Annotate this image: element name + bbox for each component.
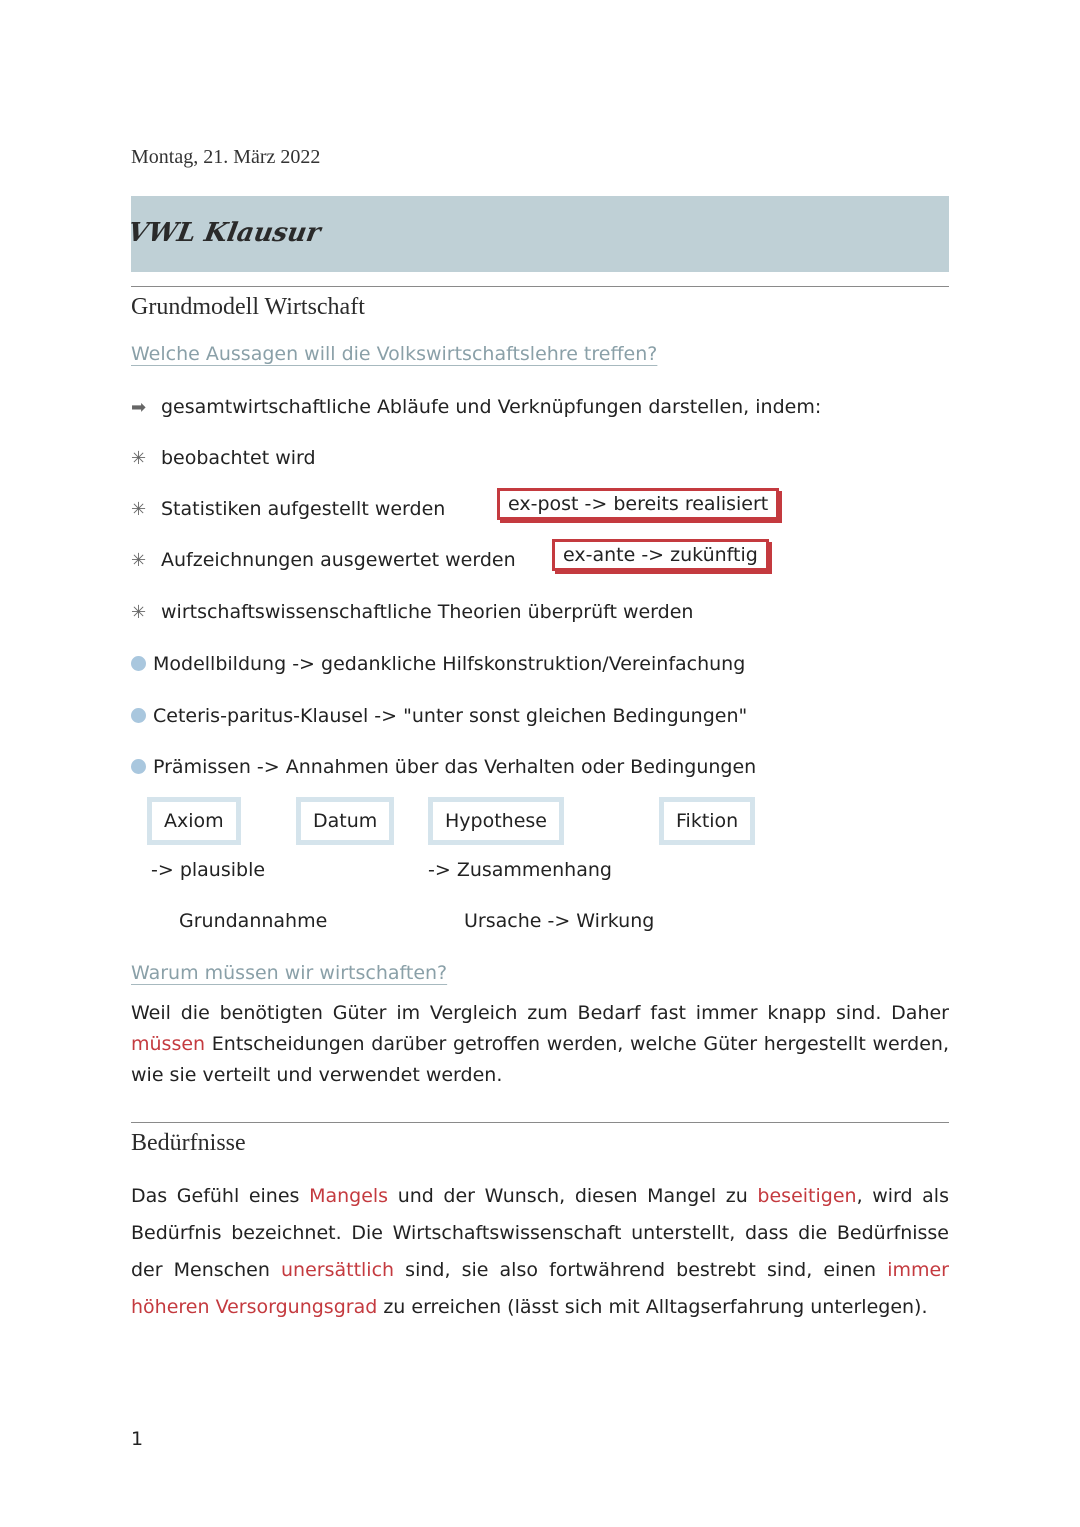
arrow-right-icon: ➡ bbox=[131, 397, 147, 418]
hypothese-note-2: Ursache -> Wirkung bbox=[464, 910, 655, 932]
para-highlight: Mangels bbox=[309, 1185, 389, 1207]
term-datum: Datum bbox=[296, 797, 394, 845]
list-item bbox=[131, 498, 445, 520]
answer-highlight: müssen bbox=[131, 1033, 206, 1055]
page-number: 1 bbox=[131, 1428, 144, 1450]
list-item bbox=[131, 447, 316, 469]
divider bbox=[131, 1122, 949, 1123]
asterisk-icon: ✳ bbox=[131, 499, 147, 520]
intro-line bbox=[131, 396, 821, 418]
section-title-grundmodell: Grundmodell Wirtschaft bbox=[131, 294, 365, 320]
term-fiktion: Fiktion bbox=[659, 797, 755, 845]
dot-item bbox=[131, 653, 745, 675]
section-title-beduerfnisse: Bedürfnisse bbox=[131, 1130, 246, 1156]
dot-text: Prämissen -> Annahmen über das Verhalten oder Bedingungen bbox=[153, 756, 757, 778]
para-highlight: unersättlich bbox=[281, 1259, 395, 1281]
question-heading: Welche Aussagen will die Volkswirtschaftslehre treffen? bbox=[131, 343, 658, 365]
list-item bbox=[131, 601, 693, 623]
blue-dot-icon bbox=[131, 656, 146, 671]
para-text: und der Wunsch, diesen Mangel zu bbox=[397, 1185, 748, 1207]
divider bbox=[131, 286, 949, 287]
para-highlight: immer höheren Versorgungsgrad bbox=[131, 1259, 949, 1318]
question-heading-2: Warum müssen wir wirtschaften? bbox=[131, 962, 448, 984]
dot-item bbox=[131, 705, 747, 727]
para-highlight: beseitigen bbox=[757, 1185, 857, 1207]
answer-text-2: Entscheidungen darüber getroffen werden, welche Güter hergestellt werden, wie sie verteilt und verwendet werden. bbox=[131, 1033, 949, 1086]
answer-text: Weil die benötigten Güter im Vergleich zum Bedarf fast immer knapp sind. Daher bbox=[131, 1002, 949, 1024]
para-text: zu erreichen (lässt sich mit Alltagserfahrung unterlegen). bbox=[383, 1296, 928, 1318]
item-text: Aufzeichnungen ausgewertet werden bbox=[161, 549, 516, 571]
list-item bbox=[131, 549, 516, 571]
axiom-note-2: Grundannahme bbox=[179, 910, 328, 932]
blue-dot-icon bbox=[131, 708, 146, 723]
beduerfnisse-paragraph bbox=[131, 1178, 949, 1326]
item-text: Statistiken aufgestellt werden bbox=[161, 498, 446, 520]
hypothese-note: -> Zusammenhang bbox=[428, 859, 612, 881]
page-title: VWL Klausur bbox=[125, 218, 323, 248]
para-text: , wird als Bedürfnis bezeichnet. Die Wirtschaftswissenschaft unterstellt, dass die Bedürfnisse der Menschen bbox=[131, 1185, 949, 1281]
item-text: beobachtet wird bbox=[161, 447, 316, 469]
dot-text: Modellbildung -> gedankliche Hilfskonstruktion/Vereinfachung bbox=[153, 653, 746, 675]
answer-paragraph bbox=[131, 998, 949, 1091]
date: Montag, 21. März 2022 bbox=[131, 146, 321, 168]
asterisk-icon: ✳ bbox=[131, 448, 147, 469]
para-text: Das Gefühl eines bbox=[131, 1185, 300, 1207]
dot-item bbox=[131, 756, 756, 778]
term-axiom: Axiom bbox=[147, 797, 241, 845]
intro-text: gesamtwirtschaftliche Abläufe und Verknüpfungen darstellen, indem: bbox=[161, 396, 822, 418]
ex-post-box: ex-post -> bereits realisiert bbox=[497, 488, 779, 520]
ex-ante-box: ex-ante -> zukünftig bbox=[552, 539, 769, 571]
term-hypothese: Hypothese bbox=[428, 797, 564, 845]
item-text: wirtschaftswissenschaftliche Theorien überprüft werden bbox=[161, 601, 694, 623]
dot-text: Ceteris-paritus-Klausel -> "unter sonst gleichen Bedingungen" bbox=[153, 705, 748, 727]
para-text: sind, sie also fortwährend bestrebt sind, einen bbox=[405, 1259, 877, 1281]
asterisk-icon: ✳ bbox=[131, 602, 147, 623]
axiom-note: -> plausible bbox=[151, 859, 266, 881]
blue-dot-icon bbox=[131, 759, 146, 774]
asterisk-icon: ✳ bbox=[131, 550, 147, 571]
